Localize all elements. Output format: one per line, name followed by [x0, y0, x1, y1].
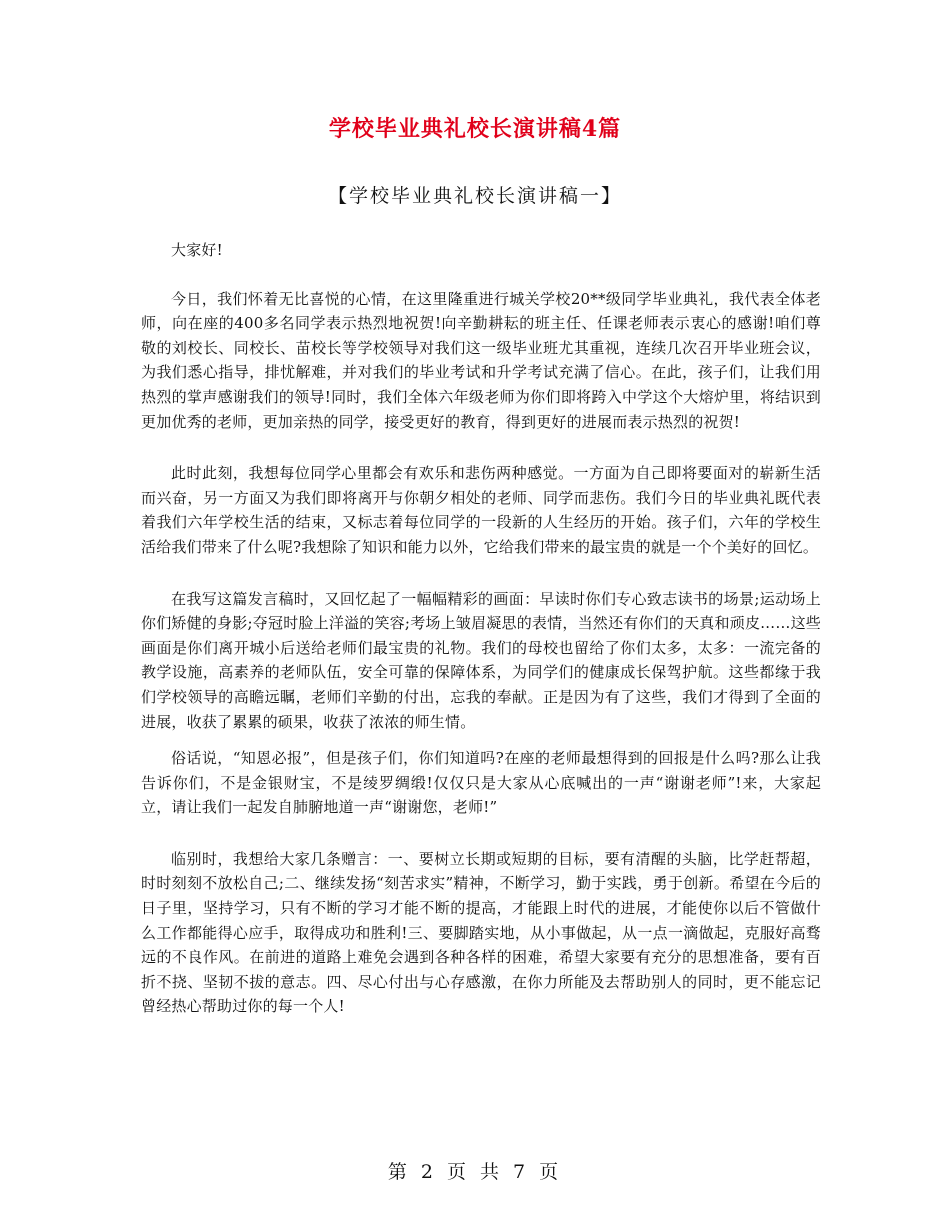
paragraph-opening: 今日，我们怀着无比喜悦的心情，在这里隆重进行城关学校20**级同学毕业典礼，我代表全体老师，向在座的400多名同学表示热烈地祝贺!向辛勤耕耘的班主任、任课老师表示衷心的感谢!咱们尊敬的刘校长、同校长、苗校长等学校领导对我们这一级毕业班尤其重视，连续几次召开毕业班会议，为我们悉心指导，排忧解难，并对我们的毕业考试和升学考试充满了信心。在此，孩子们，让我们用热烈的掌声感谢我们的领导!同时，我们全体六年级老师为你们即将跨入中学这个大熔炉里，将结识到更加优秀的老师，更加亲热的同学，接受更好的教育，得到更好的进展而表示热烈的祝贺!	[141, 289, 821, 431]
paragraph-memories: 在我写这篇发言稿时，又回忆起了一幅幅精彩的画面：早读时你们专心致志读书的场景;运动场上你们矫健的身影;夺冠时脸上洋溢的笑容;考场上皱眉凝思的表情，当然还有你们的天真和顽皮……这些画面是你们离开城小后送给老师们最宝贵的礼物。我们的母校也留给了你们太多，太多：一流完备的教学设施，高素养的老师队伍，安全可靠的保障体系，为同学们的健康成长保驾护航。这些都缘于我们学校领导的高瞻远瞩，老师们辛勤的付出，忘我的奉献。正是因为有了这些，我们才得到了全面的进展，收获了累累的硕果，收获了浓浓的师生情。	[141, 589, 821, 731]
paragraph-gratitude: 俗话说，“知恩必报”，但是孩子们，你们知道吗?在座的老师最想得到的回报是什么吗?那么让我告诉你们，不是金银财宝，不是绫罗绸缎!仅仅只是大家从心底喊出的一声“谢谢老师”!来，大家起立，请让我们一起发自肺腑地道一声“谢谢您，老师!”	[141, 749, 821, 817]
paragraph-greeting: 大家好!	[171, 241, 223, 259]
document-title: 学校毕业典礼校长演讲稿4篇	[328, 116, 622, 142]
paragraph-farewell-advice: 临别时，我想给大家几条赠言：一、要树立长期或短期的目标，要有清醒的头脑，比学赶帮超，时时刻刻不放松自己;二、继续发扬“刻苦求实”精神，不断学习，勤于实践，勇于创新。希望在今后的日子里，坚持学习，只有不断的学习才能不断的提高，才能跟上时代的进展，才能使你以后不管做什么工作都能得心应手，取得成功和胜利!三、要脚踏实地，从小事做起，从一点一滴做起，克服好高骛远的不良作风。在前进的道路上难免会遇到各种各样的困难，希望大家要有充分的思想准备，要有百折不挠、坚韧不拔的意志。四、尽心付出与心存感激，在你力所能及去帮助别人的同时，更不能忘记曾经热心帮助过你的每一个人!	[141, 849, 821, 1016]
section-heading: 【学校毕业典礼校长演讲稿一】	[327, 185, 622, 207]
paragraph-feelings: 此时此刻，我想每位同学心里都会有欢乐和悲伤两种感觉。一方面为自己即将要面对的崭新生活而兴奋，另一方面又为我们即将离开与你朝夕相处的老师、同学而悲伤。我们今日的毕业典礼既代表着我们六年学校生活的结束，又标志着每位同学的一段新的人生经历的开始。孩子们，六年的学校生活给我们带来了什么呢?我想除了知识和能力以外，它给我们带来的最宝贵的就是一个个美好的回忆。	[141, 464, 821, 556]
document-body	[141, 238, 821, 1046]
page-number-footer: 第 2 页 共 7 页	[387, 1161, 563, 1183]
